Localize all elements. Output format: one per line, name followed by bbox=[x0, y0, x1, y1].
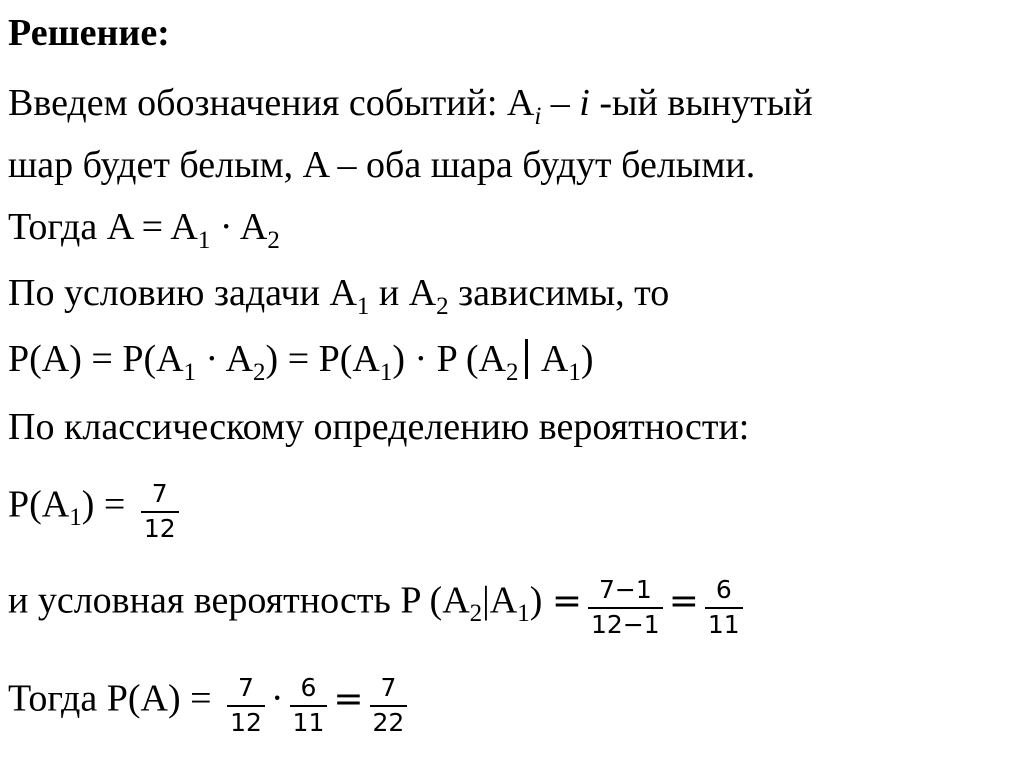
italic-i: i bbox=[579, 82, 590, 124]
text: ) bbox=[529, 579, 543, 622]
numerator: 7 bbox=[238, 673, 254, 702]
numerator: 7−1 bbox=[598, 575, 652, 604]
text: ) bbox=[580, 338, 594, 380]
equals-sign: = bbox=[668, 580, 699, 622]
subscript: 1 bbox=[568, 359, 581, 386]
fraction-bar bbox=[227, 705, 265, 707]
text: ) = P(A bbox=[265, 338, 380, 380]
conditional-bar bbox=[525, 339, 528, 379]
fraction-bar bbox=[141, 511, 179, 513]
text: P(A) = P(A bbox=[8, 338, 184, 380]
subscript: 1 bbox=[197, 227, 211, 254]
solution-heading: Решение: bbox=[8, 12, 170, 54]
denominator: 22 bbox=[372, 707, 405, 737]
fraction bbox=[290, 674, 328, 738]
subscript: 2 bbox=[253, 359, 266, 386]
numerator: 6 bbox=[300, 673, 317, 702]
subscript: 1 bbox=[517, 600, 530, 628]
subscript: i bbox=[534, 103, 542, 130]
fraction-bar bbox=[588, 607, 663, 609]
subscript: 1 bbox=[183, 359, 197, 386]
line-conditional-probability bbox=[8, 572, 749, 639]
line-notation bbox=[8, 82, 813, 130]
subscript: 2 bbox=[436, 293, 449, 320]
text: По условию задачи A bbox=[8, 272, 357, 314]
multiply-dot: · bbox=[270, 677, 284, 720]
line-notation-cont: шар будет белым, A – оба шара будут белыми. bbox=[8, 144, 756, 186]
fraction-bar bbox=[370, 705, 408, 707]
fraction-bar bbox=[705, 607, 743, 609]
fraction bbox=[227, 674, 265, 738]
numerator: 7 bbox=[380, 673, 397, 702]
fraction bbox=[370, 674, 408, 738]
text: и условная вероятность P (A bbox=[8, 579, 470, 622]
denominator: 11 bbox=[707, 609, 740, 639]
denominator: 12 bbox=[230, 707, 262, 737]
text: ) · P (A bbox=[392, 338, 507, 380]
subscript: 1 bbox=[356, 293, 370, 320]
denominator: 12 bbox=[143, 513, 176, 543]
line-condition bbox=[8, 272, 670, 320]
equals-sign: = bbox=[551, 580, 583, 622]
line-p-a1 bbox=[8, 476, 185, 543]
text: и A bbox=[369, 272, 437, 314]
line-classical-definition: По классическому определению вероятности: bbox=[8, 406, 750, 448]
text: A bbox=[533, 338, 569, 380]
denominator: 11 bbox=[292, 707, 325, 737]
equals-sign: = bbox=[333, 678, 364, 720]
line-final-result bbox=[8, 670, 413, 737]
text: P(A bbox=[8, 483, 70, 526]
line-product-formula bbox=[8, 338, 594, 386]
subscript: 2 bbox=[506, 359, 519, 386]
subscript: 2 bbox=[469, 600, 483, 628]
text: Тогда P(A) = bbox=[8, 677, 222, 720]
numerator: 6 bbox=[715, 575, 732, 604]
text: -ый вынутый bbox=[589, 82, 813, 124]
text: |A bbox=[482, 579, 518, 622]
text: зависимы, то bbox=[448, 272, 670, 314]
denominator: 12−1 bbox=[591, 609, 660, 639]
fraction bbox=[141, 480, 179, 544]
line-then bbox=[8, 206, 280, 254]
text: Введем обозначения событий: A bbox=[8, 82, 535, 124]
subscript: 1 bbox=[379, 359, 393, 386]
text: ) = bbox=[81, 483, 135, 526]
text: · A bbox=[196, 338, 254, 380]
subscript: 2 bbox=[267, 227, 280, 254]
subscript: 1 bbox=[69, 504, 82, 532]
text: – bbox=[541, 82, 580, 124]
fraction-bar bbox=[290, 705, 328, 707]
fraction bbox=[705, 576, 743, 640]
numerator: 7 bbox=[151, 479, 168, 508]
text: · A bbox=[210, 206, 268, 248]
text: Тогда A = A bbox=[8, 206, 198, 248]
fraction bbox=[588, 576, 663, 640]
